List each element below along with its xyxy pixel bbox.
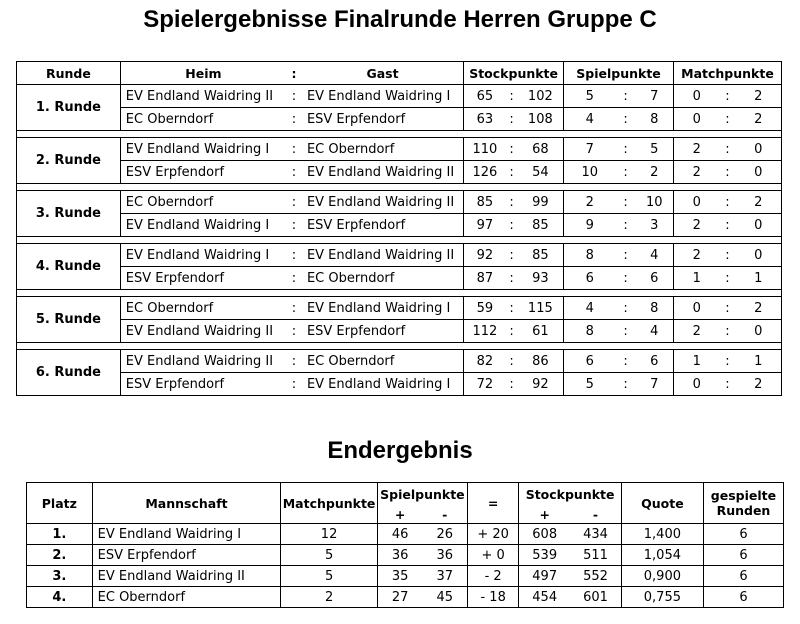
stockpunkte-separator: : [506,85,518,108]
stockpunkte-gast: 108 [518,108,564,131]
header-quote: Quote [621,483,703,524]
spielpunkte-gast: 6 [636,350,674,373]
page-title: Spielergebnisse Finalrunde Herren Gruppe C [143,6,657,33]
stockpunkte-gast: 115 [518,297,564,320]
matchpunkte-separator: : [719,85,735,108]
table-row [27,524,784,545]
spielpunkte-plus: 35 [377,566,422,587]
stockpunkte-heim: 126 [464,161,506,184]
spielpunkte-plus: 36 [377,545,422,566]
differenz-cell: - 18 [468,587,519,608]
round-gap-row [17,131,782,138]
table-row [17,138,782,161]
gespielte-runden-cell: 6 [703,545,783,566]
spielpunkte-separator: : [616,191,636,214]
heim-team: EV Endland Waidring I [120,138,286,161]
matchpunkte-heim: 2 [673,214,719,237]
round-gap-row [17,343,782,350]
heim-team: EV Endland Waidring II [120,320,286,343]
spielpunkte-separator: : [616,214,636,237]
platz-cell: 4. [27,587,93,608]
team-separator: : [286,297,302,320]
spielpunkte-separator: : [616,161,636,184]
matchpunkte-separator: : [719,350,735,373]
platz-cell: 3. [27,566,93,587]
gast-team: ESV Erpfendorf [302,108,464,131]
header-st-minus: - [570,505,621,524]
heim-team: EC Oberndorf [120,297,286,320]
matchpunkte-separator: : [719,297,735,320]
spielpunkte-heim: 6 [564,350,616,373]
stockpunkte-plus: 539 [519,545,570,566]
stockpunkte-heim: 59 [464,297,506,320]
spielpunkte-gast: 3 [636,214,674,237]
stockpunkte-gast: 99 [518,191,564,214]
matchpunkte-cell: 2 [281,587,377,608]
table-row [27,566,784,587]
team-separator: : [286,138,302,161]
gast-team: EC Oberndorf [302,267,464,290]
round-label: 5. Runde [17,297,121,343]
stockpunkte-minus: 434 [570,524,621,545]
matchpunkte-separator: : [719,108,735,131]
team-separator: : [286,85,302,108]
matchpunkte-gast: 0 [735,244,781,267]
stockpunkte-heim: 87 [464,267,506,290]
stockpunkte-heim: 72 [464,373,506,396]
stockpunkte-separator: : [506,138,518,161]
stockpunkte-gast: 61 [518,320,564,343]
differenz-cell: + 0 [468,545,519,566]
spielpunkte-separator: : [616,350,636,373]
table-row [27,587,784,608]
stockpunkte-heim: 65 [464,85,506,108]
heim-team: EC Oberndorf [120,108,286,131]
spielpunkte-separator: : [616,85,636,108]
gast-team: EC Oberndorf [302,350,464,373]
matchpunkte-heim: 2 [673,161,719,184]
table-row [17,161,782,184]
matchpunkte-cell: 5 [281,566,377,587]
matchpunkte-separator: : [719,191,735,214]
gespielte-runden-cell: 6 [703,587,783,608]
header-gespielte-line2: Runden [716,503,771,518]
stockpunkte-gast: 92 [518,373,564,396]
heim-team: ESV Erpfendorf [120,161,286,184]
spielpunkte-gast: 5 [636,138,674,161]
matchpunkte-gast: 2 [735,373,781,396]
round-gap-cell [17,343,782,350]
matchpunkte-gast: 2 [735,85,781,108]
matchpunkte-heim: 0 [673,85,719,108]
round-label: 6. Runde [17,350,121,396]
header-separator: : [286,62,302,85]
gast-team: EV Endland Waidring II [302,191,464,214]
gast-team: EC Oberndorf [302,138,464,161]
gast-team: EV Endland Waidring I [302,297,464,320]
matchpunkte-separator: : [719,214,735,237]
team-separator: : [286,108,302,131]
heim-team: EV Endland Waidring I [120,244,286,267]
team-separator: : [286,267,302,290]
gast-team: ESV Erpfendorf [302,320,464,343]
spielpunkte-heim: 2 [564,191,616,214]
spielpunkte-separator: : [616,244,636,267]
matchpunkte-cell: 5 [281,545,377,566]
header-matchpunkte: Matchpunkte [673,62,781,85]
team-separator: : [286,214,302,237]
spielpunkte-heim: 8 [564,320,616,343]
table-row [17,373,782,396]
spielpunkte-gast: 7 [636,85,674,108]
spielpunkte-plus: 27 [377,587,422,608]
quote-cell: 0,900 [621,566,703,587]
stockpunkte-separator: : [506,191,518,214]
round-gap-cell [17,131,782,138]
stockpunkte-separator: : [506,214,518,237]
stockpunkte-separator: : [506,350,518,373]
spielpunkte-heim: 9 [564,214,616,237]
matchpunkte-heim: 0 [673,373,719,396]
spielpunkte-heim: 5 [564,373,616,396]
spielpunkte-minus: 45 [422,587,467,608]
stockpunkte-gast: 54 [518,161,564,184]
stockpunkte-plus: 454 [519,587,570,608]
stockpunkte-separator: : [506,108,518,131]
spielpunkte-plus: 46 [377,524,422,545]
gast-team: EV Endland Waidring II [302,244,464,267]
matchpunkte-heim: 0 [673,297,719,320]
heim-team: EV Endland Waidring II [120,85,286,108]
stockpunkte-heim: 82 [464,350,506,373]
header-stockpunkte-final: Stockpunkte [519,483,622,506]
header-st-plus: + [519,505,570,524]
round-label: 4. Runde [17,244,121,290]
spielpunkte-gast: 7 [636,373,674,396]
gast-team: ESV Erpfendorf [302,214,464,237]
quote-cell: 1,400 [621,524,703,545]
header-spielpunkte: Spielpunkte [564,62,674,85]
spielpunkte-gast: 8 [636,297,674,320]
gast-team: EV Endland Waidring II [302,161,464,184]
table-row [17,297,782,320]
stockpunkte-separator: : [506,161,518,184]
stockpunkte-separator: : [506,373,518,396]
stockpunkte-heim: 92 [464,244,506,267]
matchpunkte-gast: 0 [735,320,781,343]
stockpunkte-heim: 110 [464,138,506,161]
round-gap-cell [17,184,782,191]
spielpunkte-heim: 10 [564,161,616,184]
round-gap-row [17,184,782,191]
stockpunkte-separator: : [506,267,518,290]
quote-cell: 0,755 [621,587,703,608]
spielpunkte-separator: : [616,297,636,320]
spielpunkte-separator: : [616,320,636,343]
matchpunkte-separator: : [719,138,735,161]
matchpunkte-separator: : [719,267,735,290]
final-header-row [27,483,784,506]
spielpunkte-gast: 4 [636,244,674,267]
table-row [17,214,782,237]
team-name: EC Oberndorf [92,587,281,608]
stockpunkte-separator: : [506,297,518,320]
round-label: 3. Runde [17,191,121,237]
matchpunkte-heim: 0 [673,108,719,131]
team-separator: : [286,191,302,214]
header-spielpunkte-final: Spielpunkte [377,483,467,506]
heim-team: EV Endland Waidring II [120,350,286,373]
stockpunkte-minus: 511 [570,545,621,566]
matchpunkte-gast: 2 [735,108,781,131]
team-name: EV Endland Waidring I [92,524,281,545]
matchpunkte-separator: : [719,244,735,267]
heim-team: ESV Erpfendorf [120,267,286,290]
table-row [27,545,784,566]
spielpunkte-minus: 36 [422,545,467,566]
matchpunkte-heim: 1 [673,350,719,373]
spielpunkte-gast: 4 [636,320,674,343]
gast-team: EV Endland Waidring I [302,373,464,396]
spielpunkte-gast: 6 [636,267,674,290]
table-row [17,267,782,290]
round-gap-cell [17,290,782,297]
round-gap-row [17,290,782,297]
spielpunkte-heim: 7 [564,138,616,161]
gespielte-runden-cell: 6 [703,566,783,587]
stockpunkte-minus: 552 [570,566,621,587]
table-row [17,108,782,131]
header-stockpunkte: Stockpunkte [464,62,564,85]
stockpunkte-gast: 93 [518,267,564,290]
heim-team: ESV Erpfendorf [120,373,286,396]
results-table [16,61,782,396]
matchpunkte-gast: 1 [735,267,781,290]
platz-cell: 2. [27,545,93,566]
matchpunkte-separator: : [719,320,735,343]
platz-cell: 1. [27,524,93,545]
spielpunkte-separator: : [616,373,636,396]
matchpunkte-heim: 2 [673,244,719,267]
round-label: 1. Runde [17,85,121,131]
header-runde: Runde [17,62,121,85]
header-sp-minus: - [422,505,467,524]
section-title-endergebnis: Endergebnis [327,437,473,464]
header-heim: Heim [120,62,286,85]
heim-team: EC Oberndorf [120,191,286,214]
spielpunkte-heim: 4 [564,108,616,131]
team-separator: : [286,244,302,267]
matchpunkte-heim: 1 [673,267,719,290]
spielpunkte-separator: : [616,267,636,290]
stockpunkte-separator: : [506,320,518,343]
round-gap-cell [17,237,782,244]
header-gespielte-line1: gespielte [710,488,777,503]
differenz-cell: + 20 [468,524,519,545]
header-platz: Platz [27,483,93,524]
matchpunkte-heim: 2 [673,138,719,161]
stockpunkte-heim: 63 [464,108,506,131]
round-label: 2. Runde [17,138,121,184]
header-gespielte-runden [703,483,783,524]
header-mannschaft: Mannschaft [92,483,281,524]
stockpunkte-minus: 601 [570,587,621,608]
spielpunkte-heim: 6 [564,267,616,290]
stockpunkte-heim: 85 [464,191,506,214]
stockpunkte-gast: 85 [518,214,564,237]
final-standings-table [26,482,784,608]
stockpunkte-heim: 112 [464,320,506,343]
stockpunkte-heim: 97 [464,214,506,237]
matchpunkte-cell: 12 [281,524,377,545]
table-row [17,85,782,108]
table-row [17,350,782,373]
stockpunkte-gast: 85 [518,244,564,267]
spielpunkte-gast: 8 [636,108,674,131]
header-matchpunkte-final: Matchpunkte [281,483,377,524]
team-separator: : [286,350,302,373]
matchpunkte-gast: 0 [735,138,781,161]
team-separator: : [286,161,302,184]
stockpunkte-gast: 68 [518,138,564,161]
matchpunkte-separator: : [719,373,735,396]
team-separator: : [286,373,302,396]
stockpunkte-separator: : [506,244,518,267]
differenz-cell: - 2 [468,566,519,587]
round-gap-row [17,237,782,244]
header-gast: Gast [302,62,464,85]
matchpunkte-gast: 0 [735,214,781,237]
stockpunkte-gast: 86 [518,350,564,373]
matchpunkte-gast: 2 [735,191,781,214]
spielpunkte-separator: : [616,138,636,161]
spielpunkte-minus: 26 [422,524,467,545]
header-sp-plus: + [377,505,422,524]
table-row [17,244,782,267]
team-name: EV Endland Waidring II [92,566,281,587]
results-header-row [17,62,782,85]
stockpunkte-gast: 102 [518,85,564,108]
heim-team: EV Endland Waidring I [120,214,286,237]
table-row [17,320,782,343]
quote-cell: 1,054 [621,545,703,566]
spielpunkte-gast: 10 [636,191,674,214]
matchpunkte-heim: 2 [673,320,719,343]
team-separator: : [286,320,302,343]
gespielte-runden-cell: 6 [703,524,783,545]
spielpunkte-separator: : [616,108,636,131]
spielpunkte-minus: 37 [422,566,467,587]
matchpunkte-heim: 0 [673,191,719,214]
team-name: ESV Erpfendorf [92,545,281,566]
matchpunkte-gast: 1 [735,350,781,373]
spielpunkte-heim: 8 [564,244,616,267]
spielpunkte-gast: 2 [636,161,674,184]
stockpunkte-plus: 608 [519,524,570,545]
matchpunkte-gast: 0 [735,161,781,184]
matchpunkte-gast: 2 [735,297,781,320]
spielpunkte-heim: 4 [564,297,616,320]
header-differenz: = [468,483,519,524]
table-row [17,191,782,214]
spielpunkte-heim: 5 [564,85,616,108]
matchpunkte-separator: : [719,161,735,184]
stockpunkte-plus: 497 [519,566,570,587]
gast-team: EV Endland Waidring I [302,85,464,108]
